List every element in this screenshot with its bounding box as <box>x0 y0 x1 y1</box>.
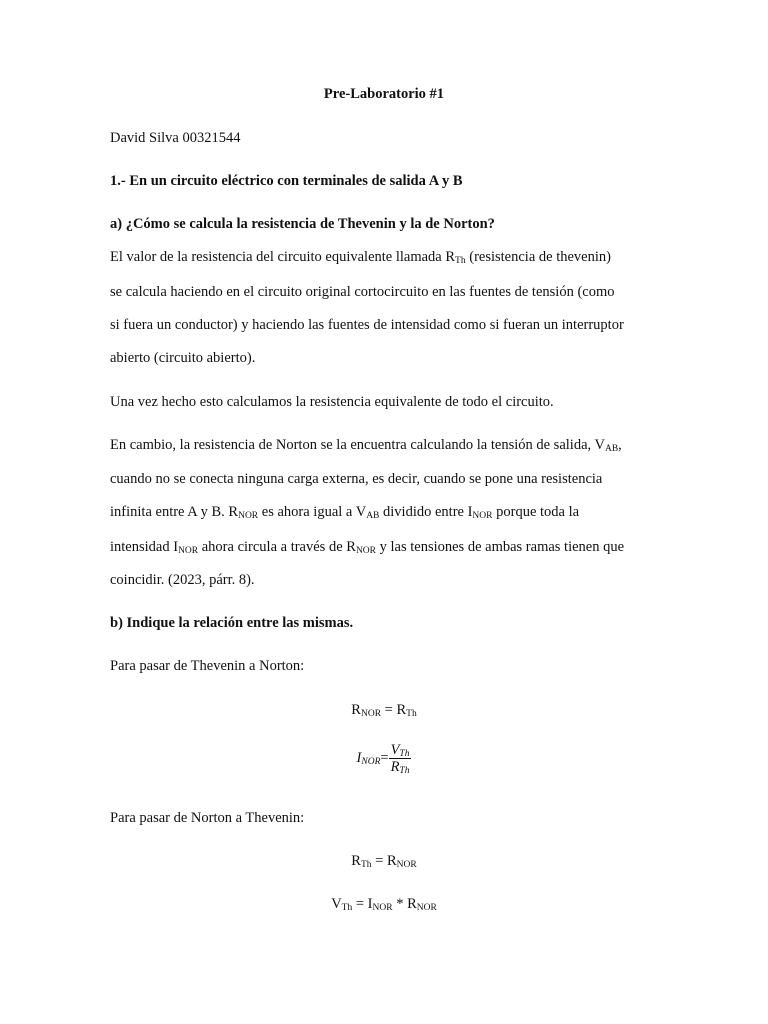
paragraph-2: Una vez hecho esto calculamos la resistencia equivalente de todo el circuito. <box>110 394 554 410</box>
paragraph-3-line-5: coincidir. (2023, párr. 8). <box>110 572 255 588</box>
paragraph-1-line-4: abierto (circuito abierto). <box>110 350 256 366</box>
equation-vth: $V_{Th} = I_{NOR} * R_{NOR}$ <box>331 896 437 913</box>
paragraph-5: Para pasar de Norton a Thevenin: <box>110 810 305 826</box>
document-title: Pre-Laboratorio #1 <box>323 86 445 102</box>
question-b-heading: b) Indique la relación entre las mismas. <box>110 615 354 631</box>
question-1-heading: 1.- En un circuito eléctrico con terminales de salida A y B <box>110 173 463 189</box>
equation-rth-equals-rnor: $R_{Th} = R_{NOR}$ <box>351 853 417 870</box>
equation-rnor-equals-rth: $R_{NOR} = R_{Th}$ <box>351 702 417 719</box>
paragraph-1-line-1: El valor de la resistencia del circuito equivalente llamada $R_{Th}$ (resistencia de thevenin) <box>110 249 611 266</box>
fraction-denominator: $R_{Th}$ <box>390 759 410 776</box>
paragraph-1-line-2: se calcula haciendo en el circuito original cortocircuito en las fuentes de tensión (como <box>110 284 615 300</box>
paragraph-1-line-3: si fuera un conductor) y haciendo las fuentes de intensidad como si fueran un interruptor <box>110 317 624 333</box>
equation-inor-fraction: $I_{NOR}=$ $\frac{V_{Th}}{R_{Th}}$ <box>356 742 410 776</box>
paragraph-3-line-2: cuando no se conecta ninguna carga externa, es decir, cuando se pone una resistencia <box>110 471 603 487</box>
question-a-heading: a) ¿Cómo se calcula la resistencia de Thevenin y la de Norton? <box>110 216 495 232</box>
author-line: David Silva 00321544 <box>110 130 241 146</box>
fraction <box>389 742 412 775</box>
paragraph-3-line-3: infinita entre A y B. $R_{NOR}$ es ahora igual a $V_{AB}$ dividido entre $I_{NOR}$ porque toda la <box>110 504 580 521</box>
paragraph-4: Para pasar de Thevenin a Norton: <box>110 658 305 674</box>
paragraph-3-line-1: En cambio, la resistencia de Norton se la encuentra calculando la tensión de salida, $V_{AB}$, <box>110 437 622 454</box>
paragraph-3-line-4: intensidad $I_{NOR}$ ahora circula a través de $R_{NOR}$ y las tensiones de ambas ramas tienen que <box>110 539 625 556</box>
fraction-numerator: $V_{Th}$ <box>390 742 410 759</box>
